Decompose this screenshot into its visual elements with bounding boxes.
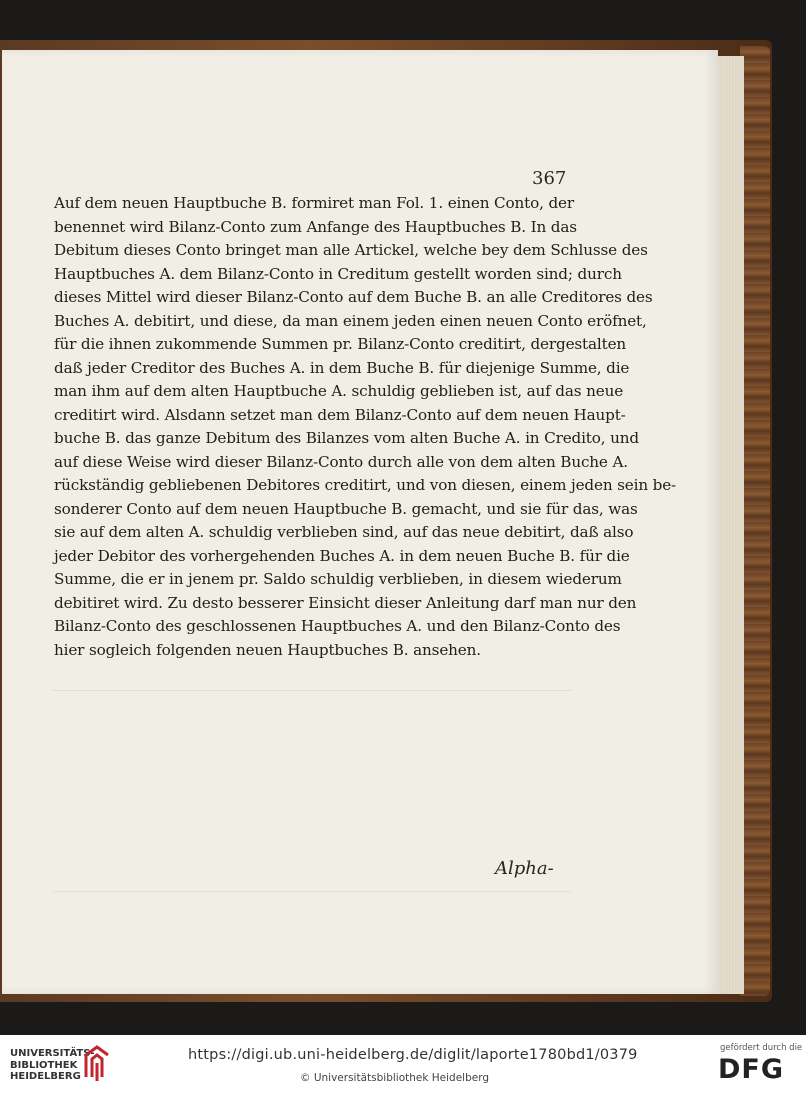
library-name-line: UNIVERSITÄTS- xyxy=(10,1048,95,1059)
viewer-footer xyxy=(0,1035,806,1093)
text-line: Bilanz-Conto des geschlossenen Hauptbuches A. und den Bilanz-Conto des xyxy=(54,617,621,635)
dfg-logo[interactable]: DFG xyxy=(718,1054,785,1085)
book-page xyxy=(2,50,718,994)
text-line: creditirt wird. Alsdann setzet man dem Bilanz-Conto auf dem neuen Haupt- xyxy=(54,405,626,424)
text-line: buche B. das ganze Debitum des Bilanzes vom alten Buche A. in Credito, und xyxy=(54,429,639,447)
catchword: Alpha- xyxy=(495,858,554,879)
text-line: sonderer Conto auf dem neuen Hauptbuche B. gemacht, und sie für das, was xyxy=(54,499,638,518)
text-line: benennet wird Bilanz-Conto zum Anfange des Hauptbuches B. In das xyxy=(54,217,577,236)
text-line: man ihm auf dem alten Hauptbuche A. schuldig geblieben ist, auf das neue xyxy=(54,382,624,400)
book-cover-edge xyxy=(740,46,770,996)
text-line: hier sogleich folgenden neuen Hauptbuches B. ansehen. xyxy=(54,640,481,659)
text-line: Summe, die er in jenem pr. Saldo schuldig verblieben, in diesem wiederum xyxy=(54,570,622,588)
text-line: sie auf dem alten A. schuldig verblieben sind, auf das neue debitirt, daß also xyxy=(54,523,634,541)
funder-caption: gefördert durch die xyxy=(720,1043,803,1053)
copyright-notice: © Universitätsbibliothek Heidelberg xyxy=(300,1072,490,1084)
text-line: debitiret wird. Zu desto besserer Einsicht dieser Anleitung darf man nur den xyxy=(54,593,637,612)
show-through-bleed xyxy=(52,690,572,892)
library-name-line: BIBLIOTHEK xyxy=(10,1059,78,1071)
library-name-line: HEIDELBERG xyxy=(10,1071,81,1082)
text-line: jeder Debitor des vorhergehenden Buches A. in dem neuen Buche B. für die xyxy=(54,546,630,565)
permalink-url[interactable]: https://digi.ub.uni-heidelberg.de/diglit/laporte1780bd1/0379 xyxy=(188,1047,638,1063)
text-line: rückständig gebliebenen Debitores creditirt, und von diesen, einem jeden sein be- xyxy=(54,476,677,494)
text-line: auf diese Weise wird dieser Bilanz-Conto durch alle von dem alten Buche A. xyxy=(54,452,628,471)
text-line: dieses Mittel wird dieser Bilanz-Conto auf dem Buche B. an alle Creditores des xyxy=(54,288,653,306)
page-number: 367 xyxy=(532,168,567,189)
text-line: Buches A. debitirt, und diese, da man einem jeden einen neuen Conto eröfnet, xyxy=(54,311,647,330)
text-line: daß jeder Creditor des Buches A. in dem Buche B. für diejenige Summe, die xyxy=(54,358,630,377)
text-line: Auf dem neuen Hauptbuche B. formiret man Fol. 1. einen Conto, der xyxy=(54,194,574,212)
text-line: für die ihnen zukommende Summen pr. Bilanz-Conto creditirt, dergestalten xyxy=(54,335,627,353)
text-line: Hauptbuches A. dem Bilanz-Conto in Creditum gestellt worden sind; durch xyxy=(54,264,622,283)
text-line: Debitum dieses Conto bringet man alle Artickel, welche bey dem Schlusse des xyxy=(54,241,648,259)
body-text xyxy=(54,192,677,662)
library-emblem-icon xyxy=(82,1043,112,1083)
